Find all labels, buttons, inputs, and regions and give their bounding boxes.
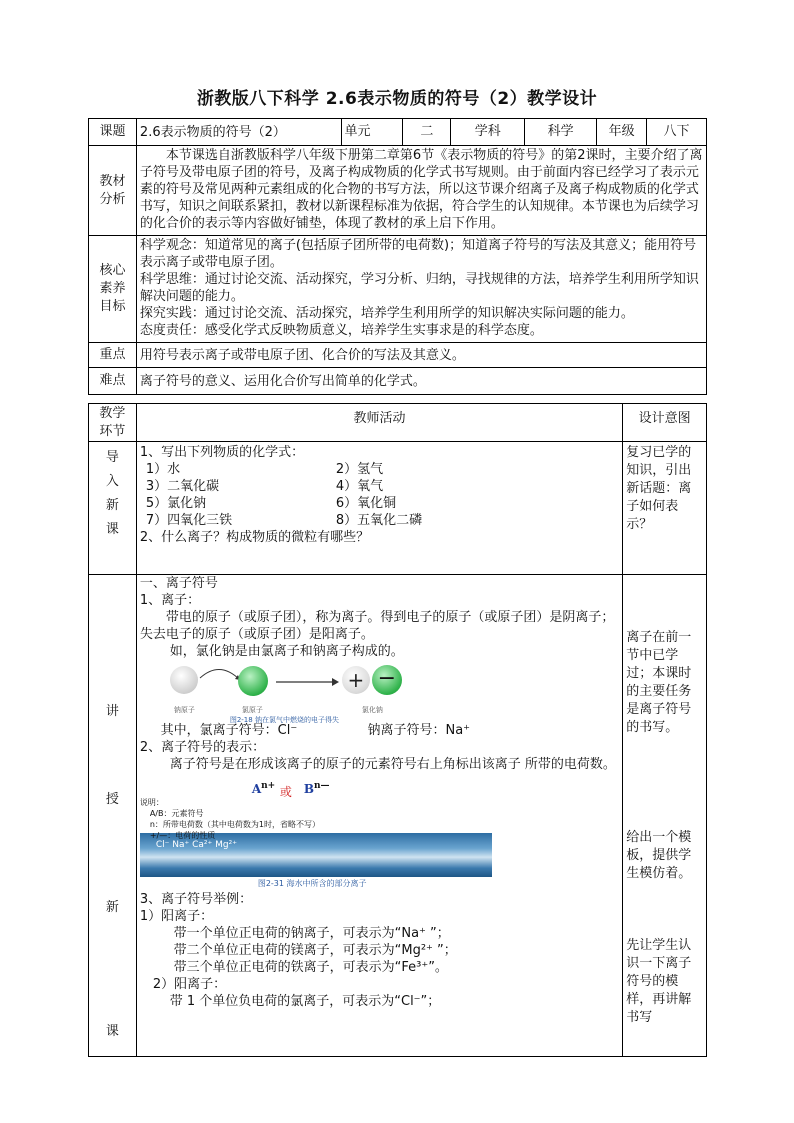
cation-line: 带三个单位正电荷的铁离子，可表示为“Fe³⁺”。 [173,960,448,975]
lecture-intent-2: 给出一个模板，提供学生模仿着。 [626,830,692,881]
cation-line: 带一个单位正电荷的钠离子，可表示为“Na⁺ ”； [173,926,450,941]
formula-b-charge: n— [313,781,330,791]
chloride-symbol-line: 其中，氯离子符号：Cl⁻ [160,723,298,738]
intro-intent: 复习已学的知识，引出新话题：离子如何表示？ [623,442,707,575]
chlorine-atom-icon [238,666,268,696]
unit-value: 二 [403,119,451,146]
subheading: 3、离子符号举例： [139,892,253,907]
note-line: A/B：元素符号 [149,809,204,818]
sodium-atom-icon [170,666,198,694]
seawater-ions-image: Cl⁻ Na⁺ Ca²⁺ Mg²⁺ [140,833,492,877]
difficulty-label: 难点 [89,368,137,395]
analysis-label: 教材 分析 [89,146,137,236]
key-text: 用符号表示离子或带电原子团、化合价的写法及其意义。 [136,343,706,368]
key-label: 重点 [89,343,137,368]
fig-label: 钠原子 [173,706,195,714]
lecture-intent-1: 离子在前一节中已学过；本课时的主要任务是离子符号的书写。 [626,630,692,735]
activity-header: 教师活动 [136,404,622,442]
grade-label: 年级 [597,119,647,146]
cation-line: 带二个单位正电荷的镁离子，可表示为“Mg²⁺ ”； [173,943,457,958]
literacy-line: 探究实践：通过讨论交流、活动探究，培养学生利用所学的知识解决实际问题的能力。 [139,306,634,321]
chloride-ion-icon: − [372,665,402,695]
electron-transfer-figure [170,660,619,722]
overview-table [88,118,707,395]
grade-value: 八下 [647,119,707,146]
seawater-caption: 图2-31 海水中所含的部分离子 [257,879,367,888]
note-line: +/—：电荷的性质 [149,831,216,840]
topic-label: 课题 [89,119,137,146]
list-item: 6）氧化铜 [335,496,397,511]
list-item: 7）四氧化三铁 [145,513,233,528]
fig-label: 氯化钠 [361,706,383,714]
difficulty-text: 离子符号的意义、运用化合价写出简单的化学式。 [136,368,706,395]
literacy-label: 核心 素养 目标 [89,236,137,343]
notation-rule: 离子符号是在形成该离子的原子的元素符号右上角标出该离子 所带的电荷数。 [169,757,616,772]
sodium-symbol-line: 钠离子符号：Na⁺ [367,723,471,738]
ion-formula-template [139,775,619,840]
intro-label-char: 导 [105,450,119,465]
literacy-line: 科学思维：通过讨论交流、活动探究，学习分析、归纳，寻找规律的方法，培养学生利用所学知识解决问题的能力。 [139,272,699,304]
anion-line: 带 1 个单位负电荷的氯离子，可表示为“Cl⁻”； [169,994,441,1009]
formula-b: B [303,782,314,796]
literacy-line: 科学观念：知道常见的离子(包括原子团所带的电荷数)；知道离子符号的写法及其意义；能用符号表示离子或带电原子团。 [139,238,697,270]
formula-or: 或 [279,785,292,799]
stage-header: 教学 环节 [89,404,137,442]
lecture-label-char: 讲 [105,704,119,719]
fig-caption: 图2-18 钠在氯气中燃烧的电子得失 [229,716,339,724]
cation-title: 1）阳离子： [139,909,214,924]
literacy-line: 态度责任：感受化学式反映物质意义，培养学生实事求是的科学态度。 [139,323,543,338]
subject-value: 科学 [525,119,597,146]
sodium-ion-icon: + [342,666,370,694]
list-item: 3）二氧化碳 [145,479,220,494]
intro-question-1: 1、写出下列物质的化学式： [139,445,305,460]
intro-label-char: 课 [105,522,119,537]
list-item: 2）氢气 [335,462,384,477]
section-heading: 一、离子符号 [139,576,218,591]
note-title: 说明： [139,798,164,807]
fig-label: 氯原子 [241,706,263,714]
list-item: 1）水 [145,462,181,477]
subject-label: 学科 [451,119,525,146]
formula-a-charge: n+ [261,781,276,791]
lecture-label-char: 新 [105,900,119,915]
note-line: n：所带电荷数（其中电荷数为1时，省略不写） [149,820,320,829]
list-item: 8）五氧化二磷 [335,513,423,528]
nacl-example: 如，氯化钠是由氯离子和钠离子构成的。 [169,644,404,659]
formula-list [140,461,619,529]
subheading: 2、离子符号的表示： [139,740,266,755]
topic-value: 2.6表示物质的符号（2） [136,119,341,146]
list-item: 4）氧气 [335,479,384,494]
lecture-label-char: 授 [105,792,119,807]
intro-label-char: 入 [105,474,119,489]
unit-label: 单元 [341,119,403,146]
analysis-text: 本节课选自浙教版科学八年级下册第二章第6节《表示物质的符号》的第2课时，主要介绍了离子符号及带电原子团的符号，及离子构成物质的化学式书写规则。由于前面内容已经学习了表示元素的符号及常见两种元素组成的化合物的书写方法，所以这节课介绍离子及离子构成物质的化学式书写，知识之间联系紧扣，教材以新课程标准为依据，符合学生的认知规律。本节课也为后续学习的化合价的表示等内容做好铺垫，体现了教材的承上启下作用。 [139,148,703,231]
lecture-label-char: 课 [105,1024,119,1039]
intro-label-char: 新 [105,498,119,513]
arrow-right-icon [276,677,340,687]
anion-title: 2）阳离子： [152,977,227,992]
page-title: 浙教版八下科学 2.6表示物质的符号（2）教学设计 [196,89,598,109]
subheading: 1、离子： [139,593,201,608]
process-table [88,403,707,1057]
intro-question-2: 2、什么离子？构成物质的微粒有哪些？ [139,530,370,545]
lecture-intent-3: 先让学生认识一下离子符号的模样，再讲解书写 [626,938,692,1025]
intent-header: 设计意图 [623,404,707,442]
list-item: 5）氯化钠 [145,496,207,511]
ion-definition: 带电的原子（或原子团），称为离子。得到电子的原子（或原子团）是阴离子；失去电子的原子（或原子团）是阳离子。 [139,610,615,642]
formula-a: A [251,782,262,796]
